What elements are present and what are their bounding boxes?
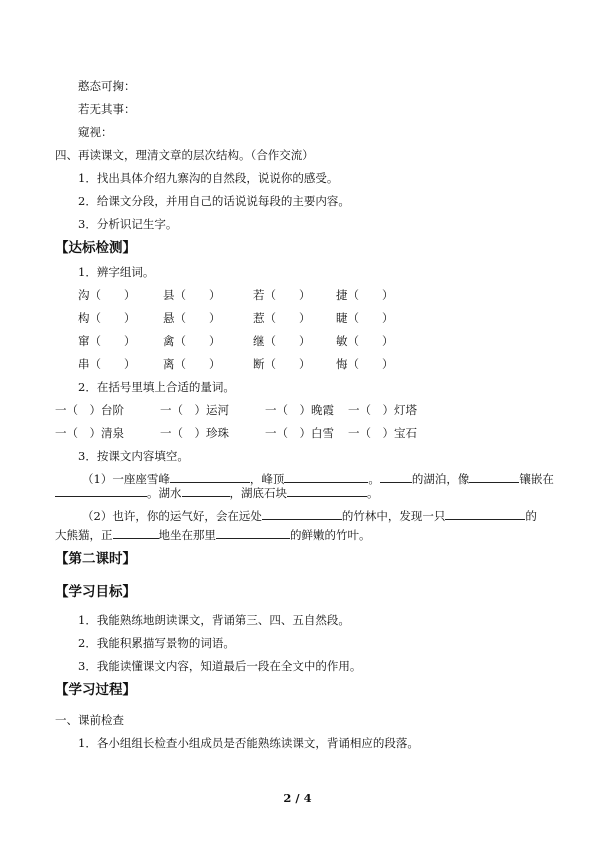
text-segment: 。 [367, 486, 379, 500]
text-segment: 大熊猫，正 [55, 528, 113, 542]
word-cell: 串（ ） [78, 357, 136, 371]
list-item: 1．各小组组长检查小组成员是否能熟练读课文，背诵相应的段落。 [78, 736, 419, 750]
fill-line [82, 508, 537, 524]
text-segment: 地坐在那里 [158, 528, 216, 542]
section-heading: 【达标检测】 [55, 240, 136, 256]
word-cell: 捷（ ） [336, 288, 394, 302]
word-cell: 继（ ） [253, 334, 311, 348]
answer-blank[interactable] [284, 471, 368, 483]
word-cell: 悔（ ） [336, 357, 394, 371]
list-item: 1．找出具体介绍九寨沟的自然段，说说你的感受。 [78, 171, 339, 185]
answer-blank[interactable] [216, 527, 290, 539]
measure-cell: 一（ ）珍珠 [160, 426, 229, 440]
section-heading: 【第二课时】 [55, 551, 136, 567]
text-segment: 。 [368, 472, 380, 486]
answer-blank[interactable] [287, 485, 367, 497]
text-segment: （2）也许，你的运气好，会在远处 [82, 509, 262, 523]
page-number: 2 / 4 [283, 791, 312, 805]
text-segment: 的竹林中，发现一只 [341, 509, 446, 523]
answer-blank[interactable] [170, 471, 250, 483]
answer-blank[interactable] [262, 508, 342, 520]
list-item: 3．分析识记生字。 [78, 217, 178, 231]
word-cell: 离（ ） [163, 357, 221, 371]
vocab-item: 憨态可掬： [78, 79, 136, 93]
word-cell: 断（ ） [253, 357, 311, 371]
text-segment: （1）一座座雪峰 [82, 472, 170, 486]
list-item: 2．我能积累描写景物的词语。 [78, 636, 235, 650]
answer-blank[interactable] [469, 471, 519, 483]
word-cell: 悬（ ） [163, 311, 221, 325]
list-item: 2．给课文分段，并用自己的话说说每段的主要内容。 [78, 194, 350, 208]
word-cell: 构（ ） [78, 311, 136, 325]
answer-blank[interactable] [182, 485, 230, 497]
word-cell: 禽（ ） [163, 334, 221, 348]
measure-cell: 一（ ）台阶 [55, 403, 124, 417]
question-title: 3．按课文内容填空。 [78, 449, 189, 463]
answer-blank[interactable] [55, 485, 147, 497]
measure-cell: 一（ ）晚霞 [265, 403, 334, 417]
question-title: 1．辨字组词。 [78, 265, 155, 279]
measure-cell: 一（ ）清泉 [55, 426, 124, 440]
section-heading: 【学习目标】 [55, 584, 136, 600]
text-segment: ，湖底石块 [229, 486, 287, 500]
word-cell: 惹（ ） [253, 311, 311, 325]
word-cell: 若（ ） [253, 288, 311, 302]
word-cell: 睫（ ） [336, 311, 394, 325]
section-heading: 【学习过程】 [55, 682, 136, 698]
list-item: 1．我能熟练地朗读课文，背诵第三、四、五自然段。 [78, 613, 350, 627]
measure-cell: 一（ ）白雪 [265, 426, 334, 440]
measure-cell: 一（ ）宝石 [348, 426, 417, 440]
vocab-item: 窥视： [78, 125, 113, 139]
measure-cell: 一（ ）运河 [160, 403, 229, 417]
answer-blank[interactable] [380, 471, 412, 483]
word-cell: 县（ ） [163, 288, 221, 302]
question-title: 2．在括号里填上合适的量词。 [78, 380, 235, 394]
word-cell: 窜（ ） [78, 334, 136, 348]
text-segment: 镶嵌在 [519, 472, 554, 486]
answer-blank[interactable] [445, 508, 525, 520]
section-title: 四、再读课文，理清文章的层次结构。（合作交流） [55, 148, 314, 162]
answer-blank[interactable] [113, 527, 159, 539]
fill-line [55, 485, 379, 501]
section-title: 一、课前检查 [55, 713, 124, 727]
text-segment: 。湖水 [147, 486, 182, 500]
fill-line [55, 527, 371, 543]
text-segment: ，峰顶 [249, 472, 285, 486]
vocab-item: 若无其事： [78, 102, 136, 116]
word-cell: 敏（ ） [336, 334, 394, 348]
text-segment: 的鲜嫩的竹叶。 [290, 528, 371, 542]
text-segment: 的 [525, 509, 537, 523]
word-cell: 沟（ ） [78, 288, 136, 302]
measure-cell: 一（ ）灯塔 [348, 403, 417, 417]
text-segment: 的湖泊，像 [411, 472, 470, 486]
list-item: 3．我能读懂课文内容，知道最后一段在全文中的作用。 [78, 659, 362, 673]
